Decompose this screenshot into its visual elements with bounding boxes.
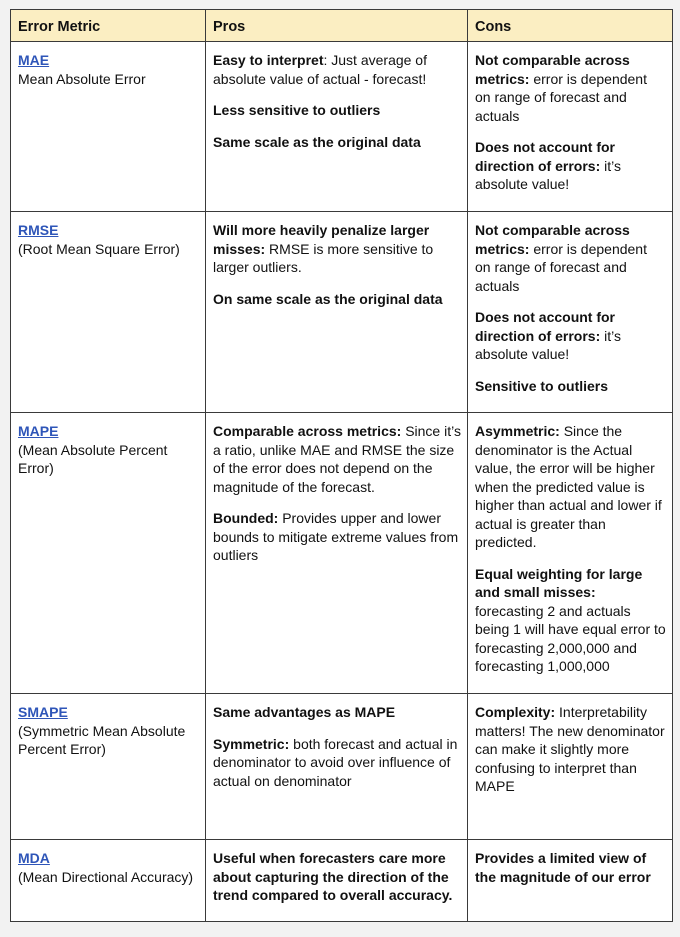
cons-item-title: Not comparable across metrics: (475, 222, 630, 257)
pros-item-title: Less sensitive to outliers (213, 102, 381, 118)
table-row-rmse (11, 212, 673, 413)
metric-link-mae[interactable]: MAE (18, 52, 50, 68)
metric-cell (11, 694, 206, 840)
pros-item (213, 703, 461, 722)
cons-item-text: error is dependent on range of forecast and actuals (475, 70, 647, 124)
cons-item (475, 138, 666, 194)
cons-cell (468, 694, 673, 840)
cons-item-title: Complexity: (475, 704, 556, 720)
metric-link-mda[interactable]: MDA (18, 850, 50, 866)
pros-item-title: Same scale as the original data (213, 133, 421, 150)
metric-link-smape[interactable]: SMAPE (18, 704, 68, 720)
cons-item-title: Equal weighting for large and small misses: (475, 565, 643, 600)
pros-item-title: Will more heavily penalize larger misses: (213, 222, 430, 257)
metric-full-name: (Root Mean Square Error) (18, 240, 180, 257)
cons-item-title: Does not account for direction of errors: (475, 139, 616, 174)
metric-cell (11, 212, 206, 413)
cons-item (475, 51, 666, 125)
pros-item-text: : Just average of absolute value of actual - forecast! (213, 52, 427, 87)
pros-item (213, 735, 461, 791)
cons-item-title: Does not account for direction of errors: (475, 309, 616, 344)
pros-cell (206, 694, 468, 840)
cons-item (475, 703, 666, 796)
cons-cell (468, 42, 673, 212)
header-pros: Pros (206, 10, 468, 42)
cons-item (475, 849, 666, 886)
metric-full-name: Mean Absolute Error (18, 70, 146, 87)
table-row-mape (11, 413, 673, 694)
cons-item-text: error is dependent on range of forecast and actuals (475, 240, 647, 294)
metric-cell (11, 840, 206, 922)
cons-item-text: it’s absolute value! (475, 327, 621, 362)
cons-cell (468, 840, 673, 922)
pros-item (213, 101, 461, 120)
pros-item (213, 290, 461, 309)
pros-item-text: Provides upper and lower bounds to mitigate extreme values from outliers (213, 510, 459, 563)
pros-item-title: Symmetric: (213, 735, 290, 752)
metric-link-rmse[interactable]: RMSE (18, 222, 59, 238)
pros-item (213, 51, 461, 88)
pros-item-title: Easy to interpret (213, 52, 324, 68)
pros-item (213, 133, 461, 152)
pros-item-text: RMSE is more sensitive to larger outliers. (213, 240, 434, 275)
cons-item-text: Interpretability matters! The new denominator can make it slightly more confusing to interpret than MAPE (475, 704, 665, 794)
metric-full-name: (Symmetric Mean Absolute Percent Error) (18, 722, 186, 757)
cons-item (475, 308, 666, 364)
metric-cell (11, 42, 206, 212)
pros-item-title: Useful when forecasters care more about capturing the direction of the trend compared to overall accuracy. (213, 850, 453, 903)
pros-item (213, 849, 461, 905)
error-metrics-table (10, 9, 673, 922)
cons-item-title: Not comparable across metrics: (475, 52, 630, 87)
cons-item (475, 565, 666, 676)
cons-item (475, 221, 666, 295)
cons-item (475, 377, 666, 396)
cons-cell (468, 212, 673, 413)
cons-item-text: forecasting 2 and actuals being 1 will have equal error to forecasting 2,000,000 and forecasting 1,000,000 (475, 602, 666, 674)
cons-item (475, 422, 666, 552)
pros-cell (206, 413, 468, 694)
pros-item (213, 422, 461, 496)
cons-item-title: Sensitive to outliers (475, 377, 609, 394)
pros-item-text: Since it’s a ratio, unlike MAE and RMSE the size of the error does not depend on the magnitude of the forecast. (213, 423, 461, 495)
cons-cell (468, 413, 673, 694)
pros-item (213, 509, 461, 565)
pros-cell (206, 212, 468, 413)
metric-cell (11, 413, 206, 694)
metric-full-name: (Mean Directional Accuracy) (18, 868, 194, 885)
pros-cell (206, 42, 468, 212)
cons-item-text: Since the denominator is the Actual value, the error will be higher when the predicted value is higher than actual and lower if actual is greater than predicted. (475, 423, 662, 550)
cons-item-text: it’s absolute value! (475, 157, 621, 192)
cons-item-title: Provides a limited view of the magnitude of our error (475, 850, 651, 885)
pros-item-text: both forecast and actual in denominator to avoid over influence of actual on denominator (213, 735, 458, 789)
pros-item-title: Bounded: (213, 510, 279, 526)
cons-item-title: Asymmetric: (475, 423, 560, 439)
pros-cell (206, 840, 468, 922)
pros-item-title: On same scale as the original data (213, 290, 443, 307)
pros-item (213, 221, 461, 277)
header-cons: Cons (468, 10, 673, 42)
table-row-smape (11, 694, 673, 840)
header-row (11, 10, 673, 42)
pros-item-title: Comparable across metrics: (213, 423, 402, 439)
header-error-metric: Error Metric (11, 10, 206, 42)
pros-item-title: Same advantages as MAPE (213, 704, 396, 720)
metric-full-name: (Mean Absolute Percent Error) (18, 441, 168, 476)
table-row-mda (11, 840, 673, 922)
table-row-mae (11, 42, 673, 212)
metric-link-mape[interactable]: MAPE (18, 423, 59, 439)
